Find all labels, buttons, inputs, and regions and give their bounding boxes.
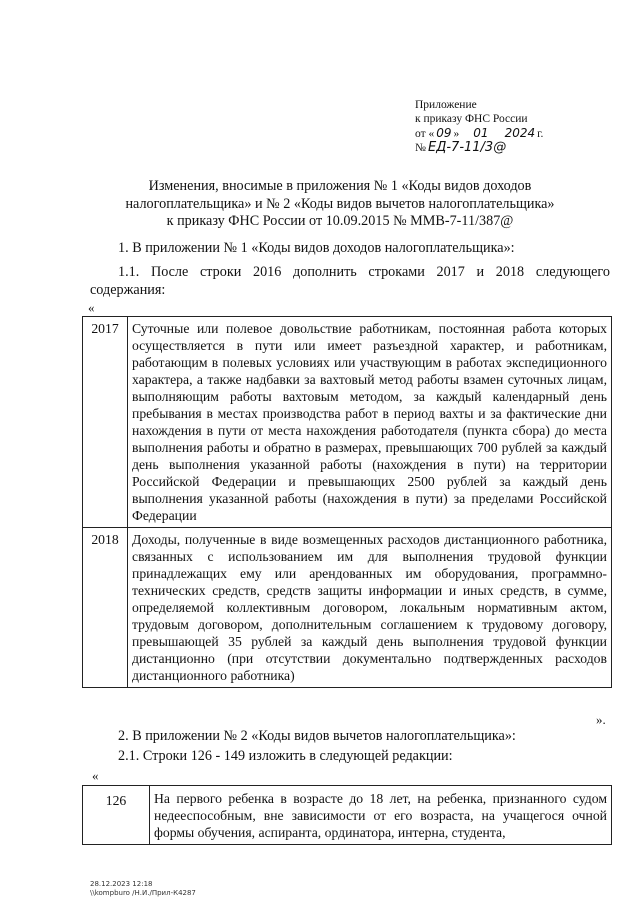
stamp-order-label: к приказу ФНС России bbox=[415, 113, 528, 125]
stamp-date-year: 2024 bbox=[504, 126, 536, 140]
code-cell: 2018 bbox=[83, 528, 128, 688]
section2-heading: 2. В приложении № 2 «Коды видов вычетов налогоплательщика»: bbox=[118, 728, 516, 744]
code-cell: 2017 bbox=[83, 317, 128, 528]
stamp-date-day: 09 bbox=[436, 126, 452, 140]
income-codes-table bbox=[82, 316, 612, 688]
section2-item: 2.1. Строки 126 - 149 изложить в следующей редакции: bbox=[118, 748, 453, 764]
code-cell: 126 bbox=[83, 786, 150, 845]
open-quote-2: « bbox=[92, 768, 99, 783]
stamp-date: от « 09 » 01 2024 г. bbox=[415, 126, 544, 140]
stamp-number: № ЕД-7-11/3@ bbox=[415, 140, 507, 155]
open-quote-1: « bbox=[88, 300, 95, 315]
section1-heading: 1. В приложении № 1 «Коды видов доходов налогоплательщика»: bbox=[118, 240, 515, 256]
table-row bbox=[83, 786, 612, 845]
stamp-date-month: 01 bbox=[473, 126, 489, 140]
table-row bbox=[83, 317, 612, 528]
description-cell: Суточные или полевое довольствие работникам, постоянная работа которых осуществляется в пути или имеет разъездной характер, и работникам, работающим в полевых условиях или участвующим в работах экспедиционного характера, а также надбавки за вахтовый метод работы взамен суточных лицам, выполняющим работы вахтовым методом, за каждый календарный день пребывания в местах производства работ в период вахты и за фактические дни нахождения в пути от места нахождения работодателя (пункта сбора) до места выполнения работы и обратно в размерах, превышающих 700 рублей за каждый день выполнения указанной работы (нахождения в пути) на территории Российской Федерации и превышающих 2500 рублей за каждый день выполнения указанной работы (нахождения в пути) за пределами Российской Федерации bbox=[128, 317, 612, 528]
description-cell: Доходы, полученные в виде возмещенных расходов дистанционного работника, связанных с использованием им для выполнения трудовой функции принадлежащих ему или арендованных им оборудования, программно-технических средств, средств защиты информации и иных средств, в сумме, определяемой коллективным договором, локальным нормативным актом, трудовым договором, дополнительным соглашением к трудовому договору, превышающей 35 рублей за каждый день выполнения трудовой функции дистанционно (при отсутствии документально подтвержденных расходов дистанционного работника) bbox=[128, 528, 612, 688]
close-quote-1: ». bbox=[596, 712, 606, 727]
description-cell: На первого ребенка в возрасте до 18 лет, на ребенка, признанного судом недееспособным, вне зависимости от его возраста, на учащегося очной формы обучения, аспиранта, ординатора, интерна, студента, bbox=[150, 786, 612, 845]
deduction-codes-table bbox=[82, 785, 612, 845]
section1-item: 1.1. После строки 2016 дополнить строками 2017 и 2018 следующего содержания: bbox=[90, 264, 610, 298]
table-row bbox=[83, 528, 612, 688]
approval-stamp bbox=[415, 98, 543, 155]
print-footer: 28.12.2023 12:18 \\kompburo /Н.И./Прил-К4287 bbox=[90, 880, 196, 897]
stamp-appendix-label: Приложение bbox=[415, 99, 477, 111]
stamp-number-value: ЕД-7-11/3@ bbox=[427, 140, 507, 155]
document-title: Изменения, вносимые в приложения № 1 «Коды видов доходов налогоплательщика» и № 2 «Коды видов вычетов налогоплательщика» к приказу ФНС России от 10.09.2015 № ММВ-7-11/387@ bbox=[125, 178, 555, 229]
